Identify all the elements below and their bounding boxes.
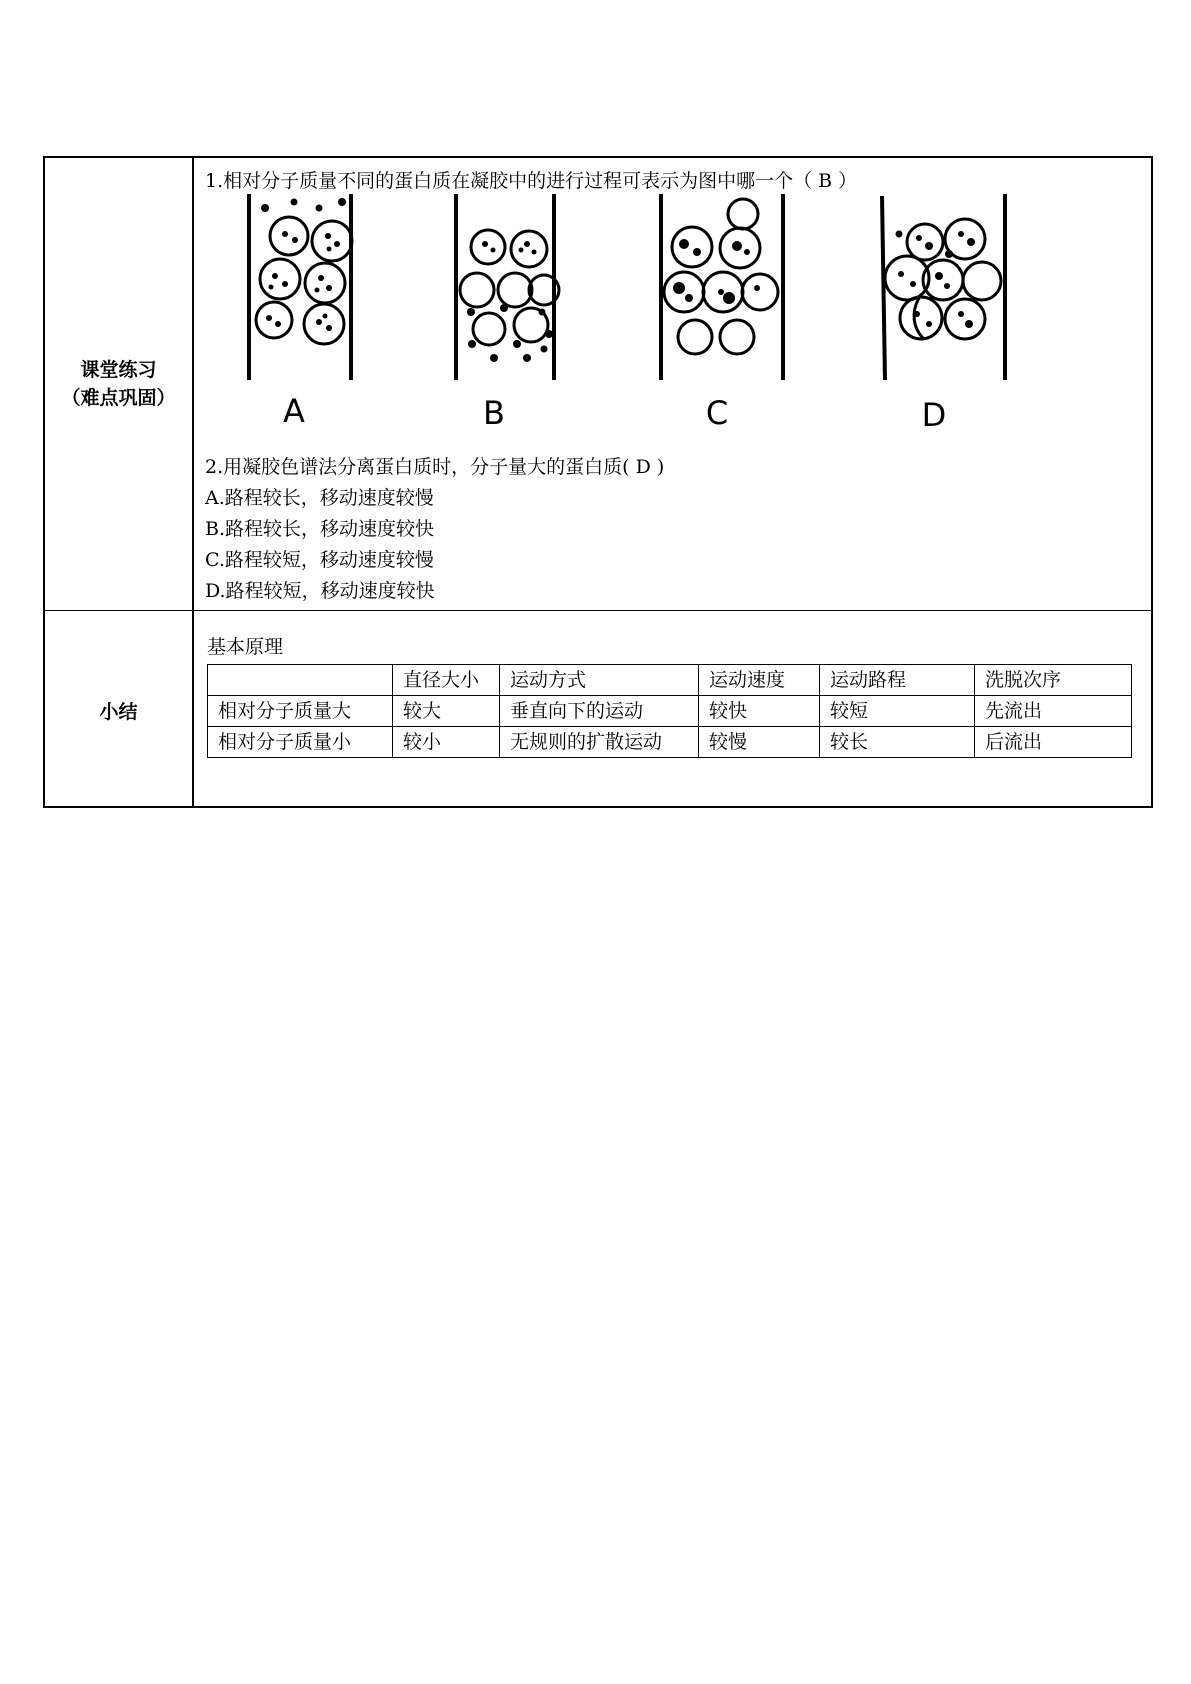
option-a: A.路程较长，移动速度较慢 <box>205 487 434 509</box>
option-c: C.路程较短，移动速度较慢 <box>205 549 434 571</box>
table-cell: 较短 <box>820 696 975 727</box>
option-d: D.路程较短，移动速度较快 <box>205 580 435 602</box>
table-row <box>208 727 1132 758</box>
gel-chromatography-figure <box>199 194 1069 444</box>
table-cell: 较快 <box>699 696 820 727</box>
figure-label-c: C <box>705 394 729 432</box>
table-cell: 相对分子质量大 <box>208 696 393 727</box>
figure-label-b: B <box>483 394 505 432</box>
table-cell: 垂直向下的运动 <box>500 696 699 727</box>
table-header: 洗脱次序 <box>975 665 1132 696</box>
question-2-stem: 2.用凝胶色谱法分离蛋白质时，分子量大的蛋白质( D ) <box>205 456 665 478</box>
table-cell: 后流出 <box>975 727 1132 758</box>
column-d <box>882 194 1005 380</box>
question-2 <box>205 452 664 607</box>
table-header <box>208 665 393 696</box>
table-cell: 较慢 <box>699 727 820 758</box>
figure-label-d: D <box>921 396 947 434</box>
table-cell: 相对分子质量小 <box>208 727 393 758</box>
table-cell: 较大 <box>393 696 500 727</box>
table-cell: 无规则的扩散运动 <box>500 727 699 758</box>
practice-label: 课堂练习 （难点巩固） <box>61 359 176 409</box>
column-a <box>249 194 352 380</box>
table-header-row <box>208 665 1132 696</box>
table-header: 直径大小 <box>393 665 500 696</box>
summary-table <box>207 664 1132 758</box>
worksheet-table <box>43 156 1153 808</box>
table-cell: 先流出 <box>975 696 1132 727</box>
summary-title: 基本原理 <box>207 636 284 658</box>
table-cell: 较长 <box>820 727 975 758</box>
summary-label: 小结 <box>99 701 138 723</box>
table-header: 运动方式 <box>500 665 699 696</box>
table-header: 运动路程 <box>820 665 975 696</box>
row-divider <box>45 610 1151 611</box>
figure-label-a: A <box>283 392 305 430</box>
option-b: B.路程较长，移动速度较快 <box>205 518 435 540</box>
question-1: 1.相对分子质量不同的蛋白质在凝胶中的进行过程可表示为图中哪一个（ B ） <box>205 170 858 192</box>
table-row <box>208 696 1132 727</box>
table-cell: 较小 <box>393 727 500 758</box>
table-header: 运动速度 <box>699 665 820 696</box>
